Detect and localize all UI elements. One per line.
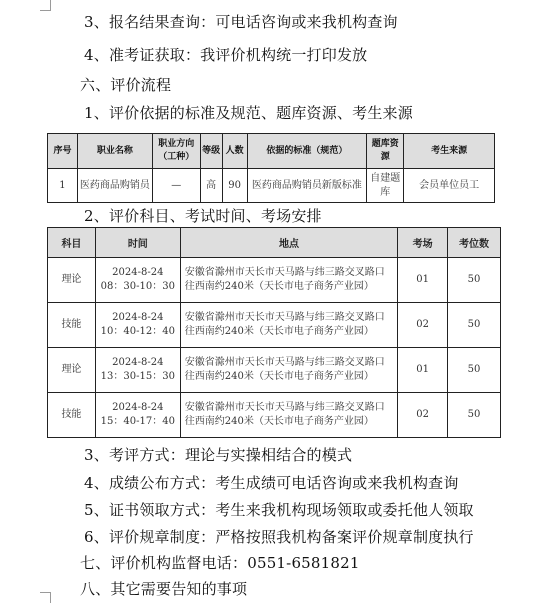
table-row (48, 258, 501, 303)
text-line-schedule-title: 2、评价科目、考试时间、考场安排 (84, 207, 322, 225)
header-cell: 人数 (222, 134, 247, 169)
text-line-registration-result: 3、报名结果查询：可电话咨询或来我机构查询 (84, 13, 398, 31)
table-cell: 医药商品购销员 (77, 169, 152, 203)
table-row (48, 348, 501, 393)
room-cell: 01 (398, 348, 448, 393)
header-cell: 题库资源 (367, 134, 404, 169)
page-corner-mark-bottom (40, 592, 51, 603)
subject-cell: 理论 (48, 258, 96, 303)
header-cell: 职业名称 (77, 134, 152, 169)
seats-cell: 50 (448, 258, 501, 303)
time-cell (95, 393, 180, 438)
time-cell (95, 258, 180, 303)
page-corner-mark-top (40, 0, 51, 11)
header-cell: 序号 (48, 134, 78, 169)
section-heading-evaluation-process: 六、评价流程 (80, 76, 172, 94)
location-cell: 安徽省滁州市天长市天马路与纬三路交叉路口往西南约240米（天长市电子商务产业园） (180, 393, 397, 438)
table-header-row (48, 134, 495, 169)
table-cell: — (152, 169, 200, 203)
table-row (48, 393, 501, 438)
seats-cell: 50 (448, 393, 501, 438)
exam-date: 2024-8-24 (112, 357, 164, 368)
section-heading-other-notices: 八、其它需要告知的事项 (80, 580, 248, 598)
header-cell: 职业方向（工种） (152, 134, 200, 169)
subject-cell: 理论 (48, 348, 96, 393)
table-cell: 自建题库 (367, 169, 404, 203)
room-cell: 02 (398, 303, 448, 348)
table-row (48, 169, 495, 203)
header-cell: 地点 (180, 228, 397, 258)
table-cell: 90 (222, 169, 247, 203)
location-cell: 安徽省滁州市天长市天马路与纬三路交叉路口往西南约240米（天长市电子商务产业园） (180, 258, 397, 303)
subject-cell: 技能 (48, 393, 96, 438)
time-cell (95, 303, 180, 348)
header-cell: 考生来源 (404, 134, 495, 169)
exam-time: 15：40-17：40 (100, 416, 175, 427)
standards-table (47, 133, 495, 203)
seats-cell: 50 (448, 348, 501, 393)
section-heading-supervision-phone: 七、评价机构监督电话：0551-6581821 (80, 554, 360, 572)
text-line-admission-ticket: 4、准考证获取：我评价机构统一打印发放 (84, 46, 368, 64)
text-line-results-publication: 4、成绩公布方式：考生成绩可电话咨询或来我机构查询 (84, 474, 459, 492)
exam-time: 13：30-15：30 (100, 371, 175, 382)
table-row (48, 303, 501, 348)
location-cell: 安徽省滁州市天长市天马路与纬三路交叉路口往西南约240米（天长市电子商务产业园） (180, 303, 397, 348)
text-line-evaluation-basis: 1、评价依据的标准及规范、题库资源、考生来源 (84, 104, 413, 122)
table-header-row (48, 228, 501, 258)
header-cell: 时间 (95, 228, 180, 258)
header-cell: 科目 (48, 228, 96, 258)
exam-date: 2024-8-24 (112, 402, 164, 413)
seats-cell: 50 (448, 303, 501, 348)
location-cell: 安徽省滁州市天长市天马路与纬三路交叉路口往西南约240米（天长市电子商务产业园） (180, 348, 397, 393)
text-line-certificate-collection: 5、证书领取方式：考生来我机构现场领取或委托他人领取 (84, 501, 474, 519)
exam-date: 2024-8-24 (112, 312, 164, 323)
table-cell: 会员单位员工 (404, 169, 495, 203)
header-cell: 考位数 (448, 228, 501, 258)
time-cell (95, 348, 180, 393)
room-cell: 01 (398, 258, 448, 303)
exam-schedule-table (47, 227, 501, 438)
room-cell: 02 (398, 393, 448, 438)
table-cell: 1 (48, 169, 78, 203)
text-line-assessment-method: 3、考评方式：理论与实操相结合的模式 (84, 446, 353, 464)
exam-date: 2024-8-24 (112, 267, 164, 278)
header-cell: 依据的标准（规范） (247, 134, 367, 169)
exam-time: 08：30-10：30 (100, 281, 175, 292)
subject-cell: 技能 (48, 303, 96, 348)
table-cell: 医药商品购销员新版标准 (247, 169, 367, 203)
text-line-regulations: 6、评价规章制度：严格按照我机构备案评价规章制度执行 (84, 528, 474, 546)
exam-time: 10：40-12：40 (100, 326, 175, 337)
header-cell: 考场 (398, 228, 448, 258)
header-cell: 等级 (200, 134, 222, 169)
table-cell: 高 (200, 169, 222, 203)
